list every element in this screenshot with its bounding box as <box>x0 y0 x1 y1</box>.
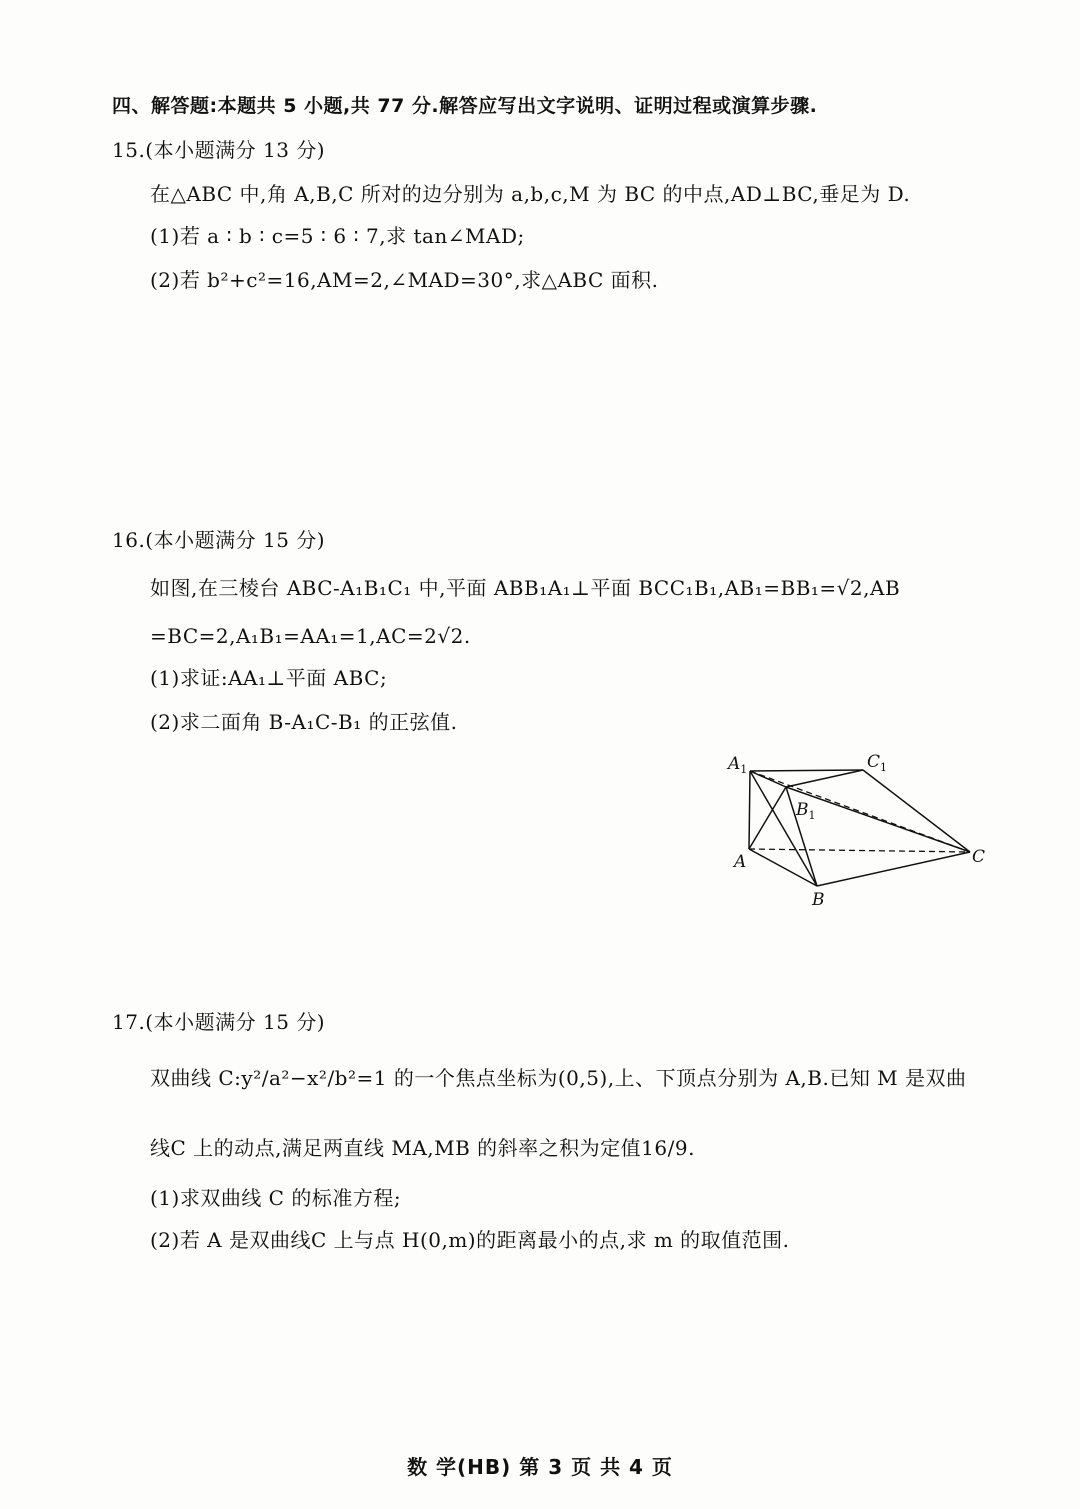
edge-B1C1 <box>786 770 863 787</box>
q15-part1: (1)若 a ∶ b ∶ c=5 ∶ 6 ∶ 7,求 tan∠MAD; <box>150 224 525 248</box>
edge-AA1 <box>749 771 750 849</box>
q16-part1: (1)求证:AA₁⊥平面 ABC; <box>150 666 388 690</box>
page-footer: 数 学(HB) 第 3 页 共 4 页 <box>407 1455 673 1479</box>
q17-heading: 17.(本小题满分 15 分) <box>112 1010 326 1034</box>
edge-BC <box>817 852 970 886</box>
label-B: B <box>812 890 825 910</box>
q16-stem-line2: =BC=2,A₁B₁=AA₁=1,AC=2√2. <box>150 624 471 648</box>
q17-stem-line2: 线C 上的动点,满足两直线 MA,MB 的斜率之积为定值16/9. <box>150 1136 695 1160</box>
q15-stem: 在△ABC 中,角 A,B,C 所对的边分别为 a,b,c,M 为 BC 的中点,AD⊥BC,垂足为 D. <box>150 182 911 206</box>
q15-part2: (2)若 b²+c²=16,AM=2,∠MAD=30°,求△ABC 面积. <box>150 268 659 292</box>
q16-stem-line1: 如图,在三棱台 ABC-A₁B₁C₁ 中,平面 ABB₁A₁⊥平面 BCC₁B₁,AB₁=BB₁=√2,AB <box>150 576 901 600</box>
q16-heading: 16.(本小题满分 15 分) <box>112 528 326 552</box>
label-B1: $B_1$ <box>796 800 816 822</box>
hidden-edge-AC <box>749 849 970 852</box>
frustum-figure <box>720 745 1010 915</box>
section-header: 四、解答题:本题共 5 小题,共 77 分.解答应写出文字说明、证明过程或演算步骤. <box>112 95 818 117</box>
q17-stem-line1: 双曲线 C:y²/a²−x²/b²=1 的一个焦点坐标为(0,5),上、下顶点分别为 A,B.已知 M 是双曲 <box>150 1066 967 1090</box>
segment-AB1 <box>749 787 786 849</box>
label-A1: $A_1$ <box>728 754 748 776</box>
label-A: A <box>734 852 747 872</box>
segment-A1B <box>750 771 817 886</box>
q16-part2: (2)求二面角 B-A₁C-B₁ 的正弦值. <box>150 710 458 734</box>
q17-part1: (1)求双曲线 C 的标准方程; <box>150 1186 402 1210</box>
q15-heading: 15.(本小题满分 13 分) <box>112 138 326 162</box>
edge-CC1 <box>863 770 970 852</box>
edge-A1C1 <box>750 770 863 771</box>
label-C: C <box>972 847 986 867</box>
label-C1: $C_1$ <box>867 752 888 774</box>
q17-part2: (2)若 A 是双曲线C 上与点 H(0,m)的距离最小的点,求 m 的取值范围. <box>150 1228 790 1252</box>
